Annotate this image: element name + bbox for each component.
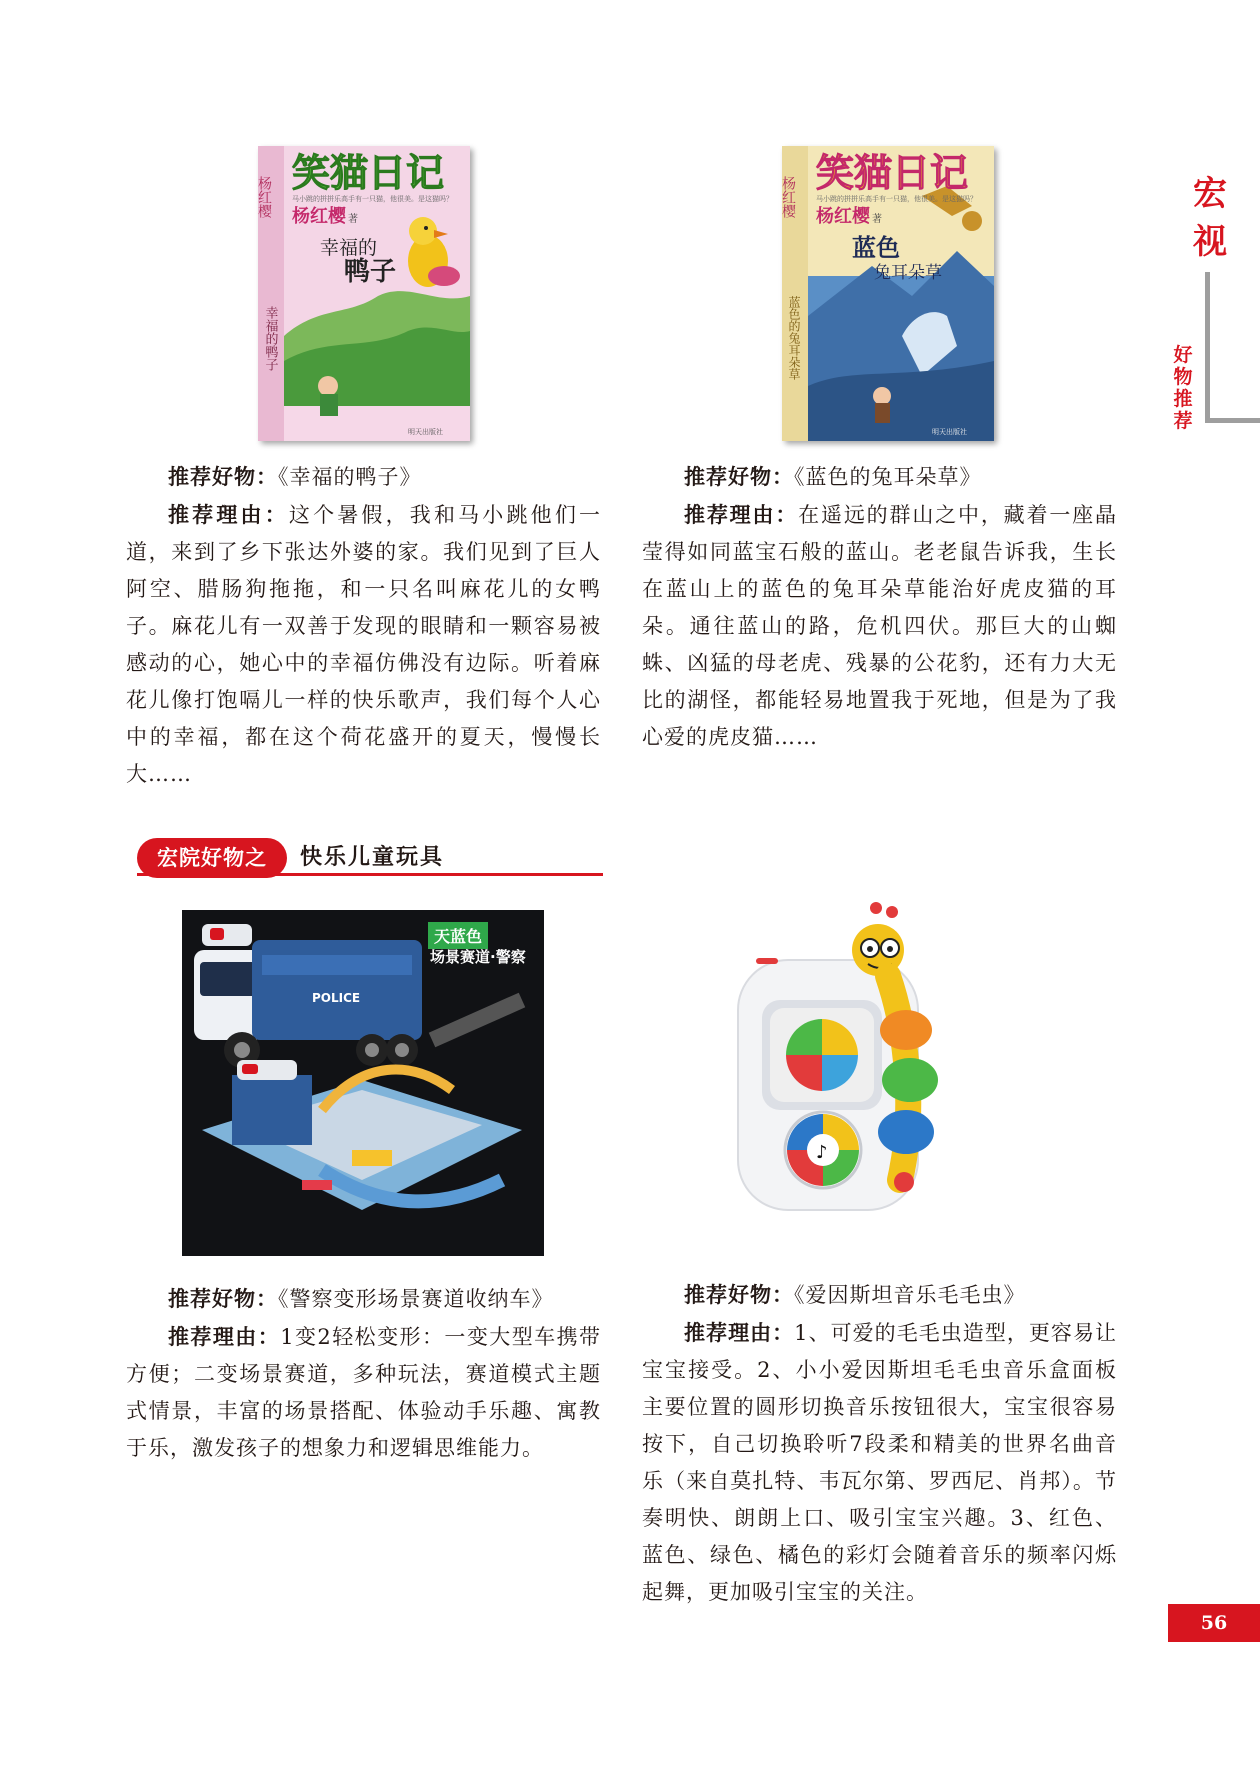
cover-author: 杨红樱 xyxy=(816,206,870,227)
book-cover-happy-duck xyxy=(258,146,470,441)
reason-text: 1变2轻松变形：一变大型车携带方便；二变场景赛道，多种玩法，赛道模式主题式情景，丰富的场景搭配、体验动手乐趣、寓教于乐，激发孩子的想象力和逻辑思维能力。 xyxy=(126,1325,601,1460)
column-title-vertical xyxy=(1168,344,1198,432)
page-number: 56 xyxy=(1168,1604,1260,1642)
vehicle-text: POLICE xyxy=(312,991,361,1005)
toy-entry-2 xyxy=(642,1276,1117,1611)
reason-paragraph xyxy=(126,1318,601,1467)
cover-series-title: 笑猫日记 xyxy=(292,151,445,195)
section-char: 宏 xyxy=(1193,174,1227,214)
image-caption: 场景赛道·警察 xyxy=(430,948,526,966)
section-char: 视 xyxy=(1193,222,1227,262)
cover-author-spine: 杨红樱 xyxy=(256,176,272,218)
column-char: 荐 xyxy=(1173,410,1193,432)
reason-paragraph xyxy=(642,496,1117,756)
sidebar-rule-foot xyxy=(1205,418,1260,423)
item-name: 《幸福的鸭子》 xyxy=(278,465,422,489)
cover-publisher: 明天出版社 xyxy=(408,428,443,436)
item-label: 推荐好物： xyxy=(168,1286,278,1311)
cover-tagline: 马小跳的拼拼乐高手有一只猫，他很美。是这猫吗？ xyxy=(292,195,453,203)
cover-title-main: 蓝色 xyxy=(852,233,900,262)
cover-tagline: 马小跳的拼拼乐高手有一只猫，他很美。是这猫吗？ xyxy=(816,195,977,203)
toy-entry-1 xyxy=(126,1280,601,1467)
svg-text:♪: ♪ xyxy=(816,1142,828,1163)
section-pill: 宏院好物之 xyxy=(137,838,287,878)
reason-label: 推荐理由： xyxy=(168,502,289,527)
item-line xyxy=(126,458,601,496)
item-label: 推荐好物： xyxy=(168,464,278,489)
sidebar-rule xyxy=(1205,272,1210,422)
reason-paragraph xyxy=(126,496,601,793)
cover-author-suffix: 著 xyxy=(348,214,358,225)
cover-title-big: 鸭子 xyxy=(344,257,397,287)
cover-title-big: 兔耳朵草 xyxy=(874,263,942,283)
book-entry-1 xyxy=(126,458,601,793)
item-label: 推荐好物： xyxy=(684,464,794,489)
cover-title-main: 幸福的 xyxy=(320,237,378,259)
cover-spine-title: 幸福的鸭子 xyxy=(262,306,278,371)
item-name: 《蓝色的兔耳朵草》 xyxy=(794,465,982,489)
music-caterpillar-image xyxy=(728,900,1032,1230)
color-badge: 天蓝色 xyxy=(428,922,488,949)
reason-label: 推荐理由： xyxy=(684,502,799,527)
column-char: 好 xyxy=(1173,344,1193,366)
reason-text: 在遥远的群山之中，藏着一座晶莹得如同蓝宝石般的蓝山。老老鼠告诉我，生长在蓝山上的蓝色的兔耳朵草能治好虎皮猫的耳朵。通往蓝山的路，危机四伏。那巨大的山蜘蛛、凶猛的母老虎、残暴的公花豹，还有力大无比的湖怪，都能轻易地置我于死地，但是为了我心爱的虎皮猫…… xyxy=(642,503,1118,749)
book-entry-2 xyxy=(642,458,1117,756)
cover-author-spine: 杨红樱 xyxy=(780,176,796,218)
item-line xyxy=(642,458,1117,496)
cover-spine-title: 蓝色的兔耳朵草 xyxy=(787,296,801,380)
book-cover-blue-rabbit-grass xyxy=(782,146,994,441)
item-name: 《警察变形场景赛道收纳车》 xyxy=(278,1287,554,1311)
item-name: 《爱因斯坦音乐毛毛虫》 xyxy=(794,1283,1026,1307)
reason-text: 1、可爱的毛毛虫造型，更容易让宝宝接受。2、小小爱因斯坦毛毛虫音乐盒面板主要位置的圆形切换音乐按钮很大，宝宝很容易按下，自己切换聆听7段柔和精美的世界名曲音乐（来自莫扎特、韦瓦尔第、罗西尼、肖邦）。节奏明快、朗朗上口、吸引宝宝兴趣。3、红色、蓝色、绿色、橘色的彩灯会随着音乐的频率闪烁起舞，更加吸引宝宝的关注。 xyxy=(642,1321,1117,1604)
item-label: 推荐好物： xyxy=(684,1282,794,1307)
cover-author: 杨红樱 xyxy=(292,206,346,227)
reason-label: 推荐理由： xyxy=(168,1324,281,1349)
cover-series-title: 笑猫日记 xyxy=(816,151,969,195)
column-char: 物 xyxy=(1173,366,1193,388)
reason-paragraph xyxy=(642,1314,1117,1611)
section-title: 快乐儿童玩具 xyxy=(300,845,445,870)
reason-text: 这个暑假，我和马小跳他们一道，来到了乡下张达外婆的家。我们见到了巨人阿空、腊肠狗拖拖，和一只名叫麻花儿的女鸭子。麻花儿有一双善于发现的眼睛和一颗容易被感动的心，她心中的幸福仿佛没有边际。听着麻花儿像打饱嗝儿一样的快乐歌声，我们每个人心中的幸福，都在这个荷花盛开的夏天，慢慢长大…… xyxy=(126,503,602,786)
cover-author-suffix: 著 xyxy=(872,214,882,225)
column-char: 推 xyxy=(1173,388,1193,410)
police-track-vehicle-image xyxy=(182,910,544,1256)
cover-publisher: 明天出版社 xyxy=(932,428,967,436)
item-line xyxy=(126,1280,601,1318)
section-title-vertical xyxy=(1181,170,1239,266)
reason-label: 推荐理由： xyxy=(684,1320,795,1345)
item-line xyxy=(642,1276,1117,1314)
